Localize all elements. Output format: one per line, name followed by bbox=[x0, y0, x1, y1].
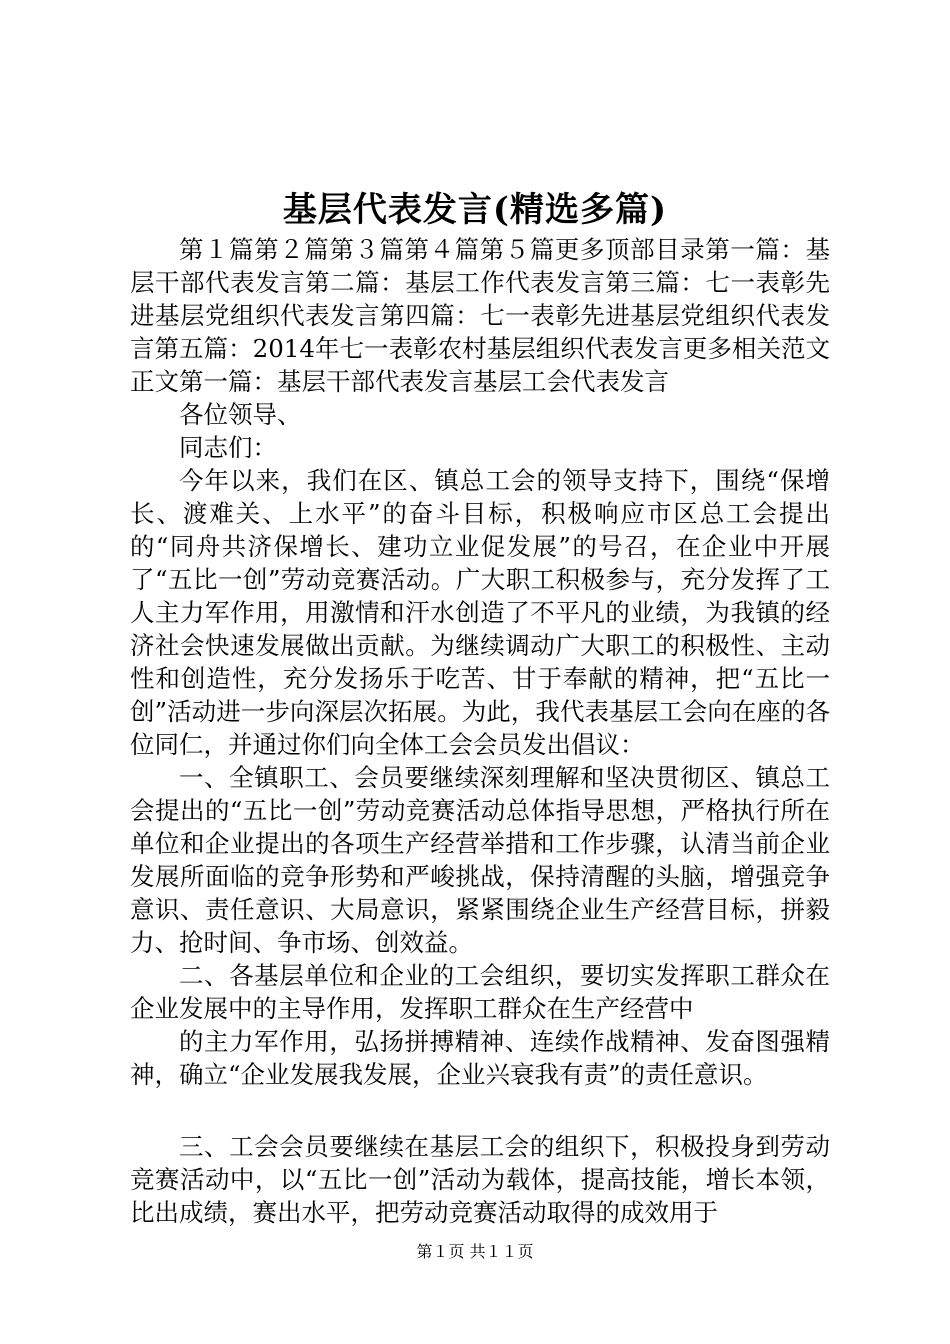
paragraph-point-three: 三、工会会员要继续在基层工会的组织下，积极投身到劳动竞赛活动中，以“五比一创”活动为载体，提高技能，增长本领，比出成绩，赛出水平，把劳动竞赛活动取得的成效用于 bbox=[130, 1132, 830, 1227]
paragraph-point-two: 二、各基层单位和企业的工会组织，要切实发挥职工群众在企业发展中的主导作用，发挥职工群众在生产经营中 bbox=[130, 961, 830, 1023]
paragraph-point-one: 一、全镇职工、会员要继续深刻理解和坚决贯彻区、镇总工会提出的“五比一创”劳动竞赛活动总体指导思想，严格执行所在单位和企业提出的各项生产经营举措和工作步骤，认清当前企业发展所面临的竞争形势和严峻挑战，保持清醒的头脑，增强竞争意识、责任意识、大局意识，紧紧围绕企业生产经营目标，拼毅力、抢时间、争市场、创效益。 bbox=[130, 763, 830, 957]
paragraph-table-of-contents: 第１篇第２篇第３篇第４篇第５篇更多顶部目录第一篇：基层干部代表发言第二篇：基层工作代表发言第三篇：七一表彰先进基层党组织代表发言第四篇：七一表彰先进基层党组织代表发言第五篇：2014年七一表彰农村基层组织代表发言更多相关范文正文第一篇：基层干部代表发言基层工会代表发言 bbox=[130, 235, 830, 396]
document-body bbox=[130, 233, 830, 1229]
paragraph-salutation-leaders: 各位领导、 bbox=[179, 400, 302, 429]
document-title: 基层代表发言(精选多篇) bbox=[282, 190, 668, 230]
paragraph-salutation-comrades: 同志们： bbox=[179, 433, 277, 462]
paragraph-point-two-continued: 的主力军作用，弘扬拼搏精神、连续作战精神、发奋图强精神，确立“企业发展我发展，企业兴衰我有责”的责任意识。 bbox=[130, 1027, 830, 1089]
page-footer: 第１页 共１１页 bbox=[416, 1242, 534, 1261]
paragraph-intro: 今年以来，我们在区、镇总工会的领导支持下，围绕“保增长、渡难关、上水平”的奋斗目标，积极响应市区总工会提出的“同舟共济保增长、建功立业促发展”的号召，在企业中开展了“五比一创”劳动竞赛活动。广大职工积极参与，充分发挥了工人主力军作用，用激情和汗水创造了不平凡的业绩，为我镇的经济社会快速发展做出贡献。为继续调动广大职工的积极性、主动性和创造性，充分发扬乐于吃苦、甘于奉献的精神，把“五比一创”活动进一步向深层次拓展。为此，我代表基层工会向在座的各位同仁，并通过你们向全体工会会员发出倡议： bbox=[130, 466, 830, 759]
